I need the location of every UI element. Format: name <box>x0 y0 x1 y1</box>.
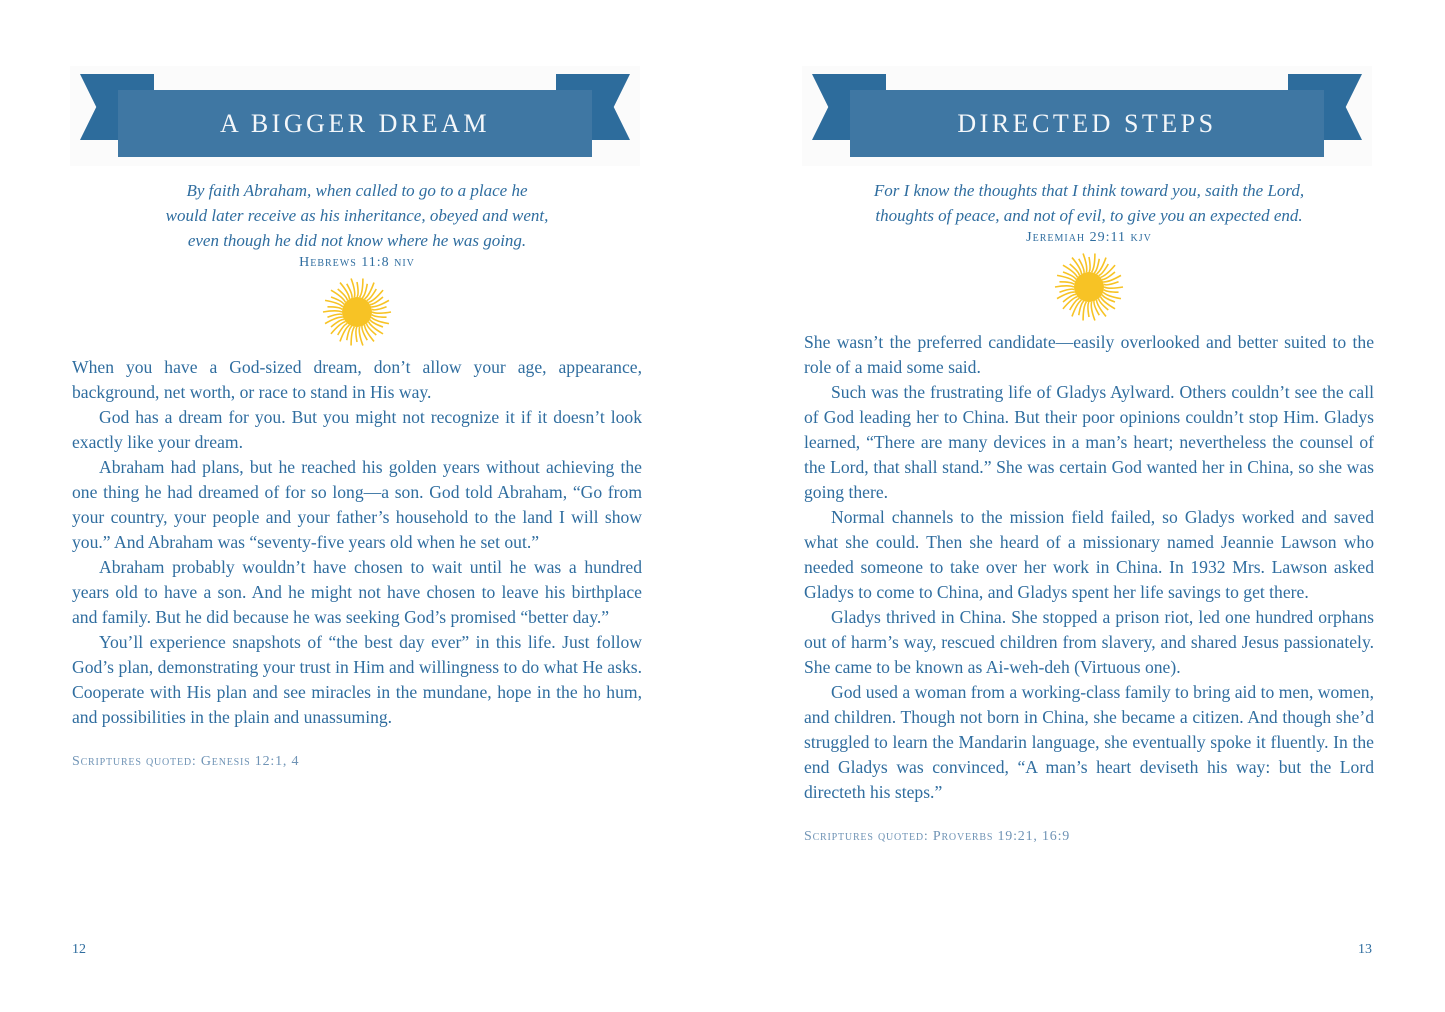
body-text <box>72 355 642 730</box>
sun-ray <box>327 307 342 310</box>
title-banner <box>70 66 640 166</box>
left-page <box>72 0 642 770</box>
verse-reference: Hebrews 11:8 niv <box>299 255 415 270</box>
verse: By faith Abraham, when called to go to a place he would later receive as his inheritance, obeyed and went, even though he did not know where he was going. <box>165 181 549 250</box>
paragraph: Such was the frustrating life of Gladys Aylward. Others couldn’t see the call of God leading her to China. But their poor opinions couldn’t stop Him. Gladys learned, “There are many devices in a man’s heart; nevertheless the counsel of the Lord, that shall stand.” She was certain God wanted her in China, so she was going there. <box>804 382 1374 502</box>
verse: For I know the thoughts that I think toward you, saith the Lord, thoughts of peace, and not of evil, to give you an expected end. <box>873 181 1305 225</box>
sun-ray <box>372 312 391 313</box>
sun-ray <box>360 279 363 298</box>
sun-disc <box>342 297 372 327</box>
sun-icon <box>1054 252 1124 322</box>
page-number: 12 <box>72 942 86 957</box>
right-page <box>804 0 1374 845</box>
paragraph: You’ll experience snapshots of “the best day ever” in this life. Just follow God’s plan, demonstrating your trust in Him and willingness to do what He asks. Cooperate with His plan and see miracles in the mundane, hope in the ho hum, and possibilities in the plain and unassuming. <box>72 632 642 727</box>
body-text <box>804 330 1374 805</box>
scriptures-quoted: Scriptures quoted: Genesis 12:1, 4 <box>72 754 300 769</box>
sun-ray <box>1104 287 1123 288</box>
verse-reference: Jeremiah 29:11 kjv <box>1026 230 1152 245</box>
sun-ray <box>1083 302 1086 321</box>
sun-ray <box>1059 282 1074 285</box>
sun-ray <box>1088 302 1089 317</box>
sun-ray <box>1092 254 1095 273</box>
page-number: 13 <box>1358 942 1372 957</box>
page-title: A BIGGER DREAM <box>219 108 490 138</box>
paragraph: Abraham probably wouldn’t have chosen to wait until he was a hundred years old to have a son. And he might not have chosen to leave his birthplace and family. But he did because he was seeking God’s promised “better day.” <box>72 557 642 627</box>
sun-icon <box>322 277 392 347</box>
paragraph: When you have a God-sized dream, don’t allow your age, appearance, background, net worth, or race to stand in His way. <box>72 357 642 402</box>
paragraph: God has a dream for you. But you might not recognize it if it doesn’t look exactly like your dream. <box>72 407 642 452</box>
sun-ray <box>372 315 387 318</box>
paragraph: God used a woman from a working-class family to bring aid to men, women, and children. Though not born in China, she became a citizen. And though she’d struggled to learn the Mandarin language, she eventually spoke it fluently. In the end Gladys was convinced, “A man’s heart deviseth his way: but the Lord directeth his steps.” <box>804 682 1374 802</box>
sun-ray <box>1104 290 1119 293</box>
sun-disc <box>1074 272 1104 302</box>
sun-ray <box>351 327 354 346</box>
paragraph: Abraham had plans, but he reached his golden years without achieving the one thing he had dreamed of for so long—a son. God told Abraham, “Go from your country, your people and your father’s household to the land I will show you.” And Abraham was “seventy-five years old when he set out.” <box>72 457 642 552</box>
paragraph: Gladys thrived in China. She stopped a prison riot, led one hundred orphans out of harm’s way, rescued children from slavery, and shared Jesus passionately. She came to be known as Ai-weh-deh (Virtuous one). <box>804 607 1374 677</box>
sun-ray <box>323 311 342 312</box>
scriptures-quoted: Scriptures quoted: Proverbs 19:21, 16:9 <box>804 829 1071 844</box>
sun-ray <box>1055 286 1074 287</box>
paragraph: Normal channels to the mission field failed, so Gladys worked and saved what she could. Then she heard of a missionary named Jeannie Lawson who needed someone to take over her work in China. In 1932 Mrs. Lawson asked Gladys to come to China, and Gladys spent her life savings to get there. <box>804 507 1374 602</box>
sun-ray <box>357 282 358 297</box>
title-banner <box>802 66 1372 166</box>
page-title: DIRECTED STEPS <box>957 108 1217 138</box>
sun-ray <box>356 327 357 342</box>
sun-ray <box>1089 257 1090 272</box>
paragraph: She wasn’t the preferred candidate—easily overlooked and better suited to the role of a maid some said. <box>804 332 1374 377</box>
